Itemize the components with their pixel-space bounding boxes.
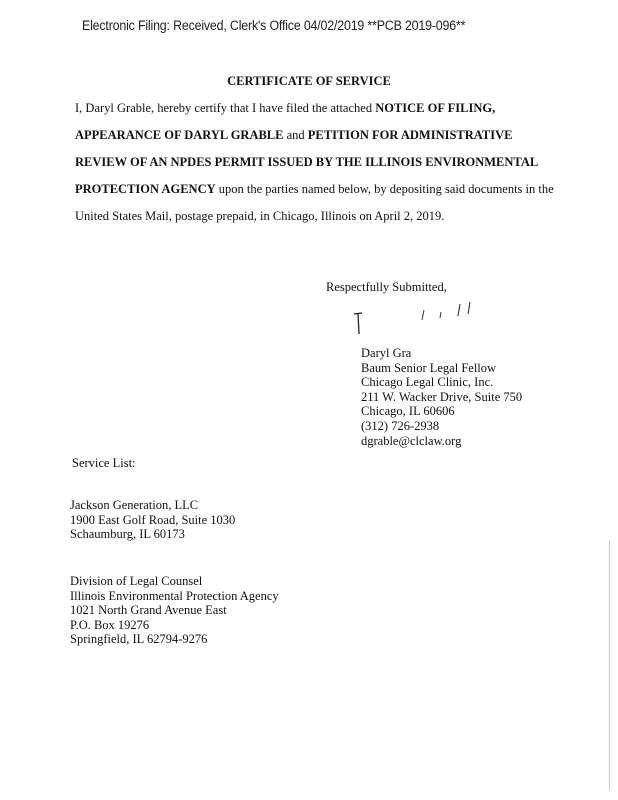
- body-line-1: [75, 101, 495, 116]
- recipient-line: 1900 East Golf Road, Suite 1030: [70, 512, 236, 527]
- service-list-label: Service List:: [72, 456, 136, 470]
- recipient-line: P.O. Box 19276: [70, 617, 150, 632]
- body-text: upon the parties named below, by depositing said documents in the: [215, 182, 554, 196]
- signer-address-1: 211 W. Wacker Drive, Suite 750: [361, 389, 523, 404]
- scan-edge-line: [609, 540, 610, 790]
- recipient-2: [70, 574, 279, 647]
- appearance-text: APPEARANCE OF DARYL GRABLE: [75, 128, 284, 142]
- body-line-5: [75, 209, 444, 224]
- recipient-line: Schaumburg, IL 60173: [70, 527, 185, 542]
- recipient-line: 1021 North Grand Avenue East: [70, 603, 227, 618]
- signer-name: Daryl Gra: [361, 346, 412, 360]
- petition-text: PETITION FOR ADMINISTRATIVE: [307, 128, 513, 142]
- signer-title: Baum Senior Legal Fellow: [361, 360, 497, 375]
- recipient-line: Jackson Generation, LLC: [70, 498, 199, 512]
- closing-text: Respectfully Submitted,: [326, 280, 447, 294]
- body-line-4: [75, 182, 554, 197]
- body-line-2: [75, 128, 512, 143]
- body-text: I, Daryl Grable, hereby certify that I have filed the attached: [75, 101, 376, 115]
- body-text: and: [283, 128, 308, 142]
- recipient-line: Illinois Environmental Protection Agency: [70, 588, 279, 603]
- signer-phone: (312) 726-2938: [361, 418, 440, 433]
- signature-block: [361, 346, 522, 448]
- notice-of-filing-text: NOTICE OF FILING,: [375, 101, 496, 115]
- body-line-3: [75, 155, 538, 170]
- recipient-line: Division of Legal Counsel: [70, 574, 203, 588]
- recipient-line: Springfield, IL 62794-9276: [70, 632, 208, 647]
- document-title: CERTIFICATE OF SERVICE: [227, 74, 391, 88]
- handwritten-signature: [350, 300, 500, 340]
- recipient-1: [70, 498, 235, 542]
- filing-stamp: Electronic Filing: Received, Clerk's Office 04/02/2019 **PCB 2019-096**: [82, 18, 466, 33]
- signer-email: dgrable@clclaw.org: [361, 433, 462, 448]
- signer-org: Chicago Legal Clinic, Inc.: [361, 375, 494, 390]
- signer-address-2: Chicago, IL 60606: [361, 404, 455, 419]
- petition-text-continued: REVIEW OF AN NPDES PERMIT ISSUED BY THE ILLINOIS ENVIRONMENTAL: [75, 155, 539, 169]
- agency-text: PROTECTION AGENCY: [75, 182, 216, 196]
- body-text: United States Mail, postage prepaid, in Chicago, Illinois on April 2, 2019.: [75, 209, 445, 223]
